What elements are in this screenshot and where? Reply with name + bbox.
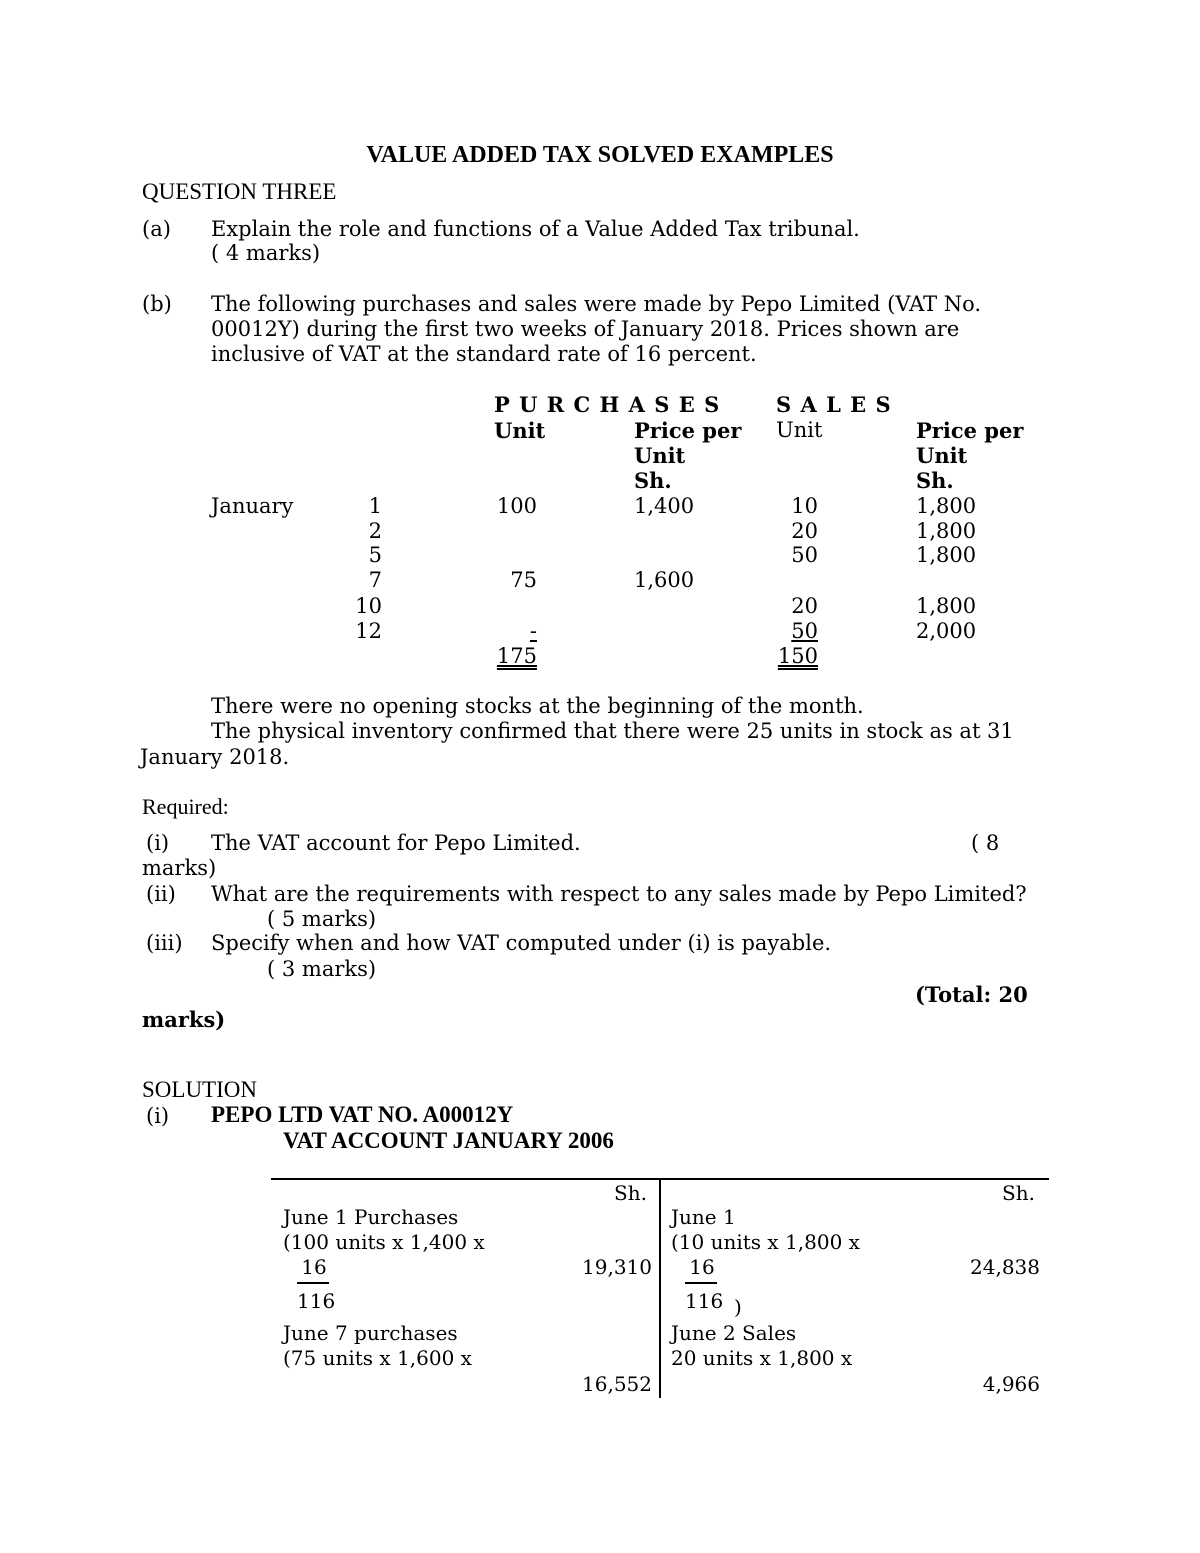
- debit-entry-label: June 7 purchases: [283, 1321, 458, 1345]
- debit-amount: 16,552: [582, 1372, 652, 1396]
- fraction-denominator: 116: [685, 1289, 724, 1313]
- account-title: VAT ACCOUNT JANUARY 2006: [283, 1128, 614, 1153]
- table-cell-s-units: 50: [791, 543, 818, 567]
- credit-amount: 4,966: [982, 1372, 1040, 1396]
- credit-entry-detail: 20 units x 1,800 x: [671, 1346, 853, 1370]
- table-cell-day: 12: [355, 619, 382, 643]
- purchases-unit-header: Unit: [494, 418, 546, 443]
- required-marks: ( 8: [971, 831, 1000, 855]
- account-divider: [659, 1178, 661, 1398]
- table-cell-s-price: 1,800: [916, 543, 977, 567]
- part-b-line: The following purchases and sales were made by Pepo Limited (VAT No.: [211, 292, 982, 316]
- currency-left: Sh.: [614, 1181, 647, 1205]
- required-marks: ( 3 marks): [267, 957, 377, 981]
- credit-entry-detail: (10 units x 1,800 x: [671, 1230, 860, 1254]
- sales-price-header: Sh.: [916, 468, 954, 493]
- total-marks: (Total: 20: [915, 982, 1028, 1007]
- part-b-label: (b): [142, 292, 172, 316]
- page-title: VALUE ADDED TAX SOLVED EXAMPLES: [366, 142, 834, 168]
- debit-entry-label: June 1 Purchases: [283, 1205, 459, 1229]
- part-a-text: Explain the role and functions of a Value Added Tax tribunal.: [211, 217, 860, 241]
- part-b-line: 00012Y) during the first two weeks of January 2018. Prices shown are: [211, 317, 960, 341]
- sales-price-header: Unit: [916, 443, 968, 468]
- solution-heading: SOLUTION: [142, 1077, 257, 1102]
- table-cell-day: 2: [368, 519, 382, 543]
- table-cell-s-price: 1,800: [916, 494, 977, 518]
- required-heading: Required:: [142, 794, 229, 819]
- purchases-heading: P U R C H A S E S: [494, 392, 721, 417]
- fraction-denominator: 116: [297, 1289, 336, 1313]
- table-cell-p-units: 75: [510, 568, 537, 592]
- table-cell-p-units: -: [529, 619, 537, 643]
- question-heading: QUESTION THREE: [142, 179, 337, 204]
- sales-heading: S A L E S: [776, 392, 892, 417]
- credit-amount: 24,838: [970, 1255, 1040, 1279]
- total-sales: 150: [777, 644, 818, 668]
- debit-entry-detail: (75 units x 1,600 x: [283, 1346, 472, 1370]
- purchases-price-header: Sh.: [634, 468, 672, 493]
- table-cell-day: 5: [368, 543, 382, 567]
- fraction-numerator: 16: [689, 1255, 715, 1279]
- table-cell-day: 1: [368, 494, 382, 518]
- required-marks: ( 5 marks): [267, 907, 377, 931]
- required-text: What are the requirements with respect to any sales made by Pepo Limited?: [211, 882, 1027, 906]
- required-text: Specify when and how VAT computed under (i) is payable.: [211, 931, 832, 955]
- table-cell-s-units: 20: [791, 519, 818, 543]
- credit-entry-label: June 2 Sales: [671, 1321, 797, 1345]
- fraction-bar: [297, 1282, 329, 1284]
- note-line: January 2018.: [140, 745, 290, 769]
- table-cell-s-units: 20: [791, 594, 818, 618]
- total-purchases: 175: [496, 644, 537, 668]
- table-cell-s-price: 1,800: [916, 594, 977, 618]
- table-cell-s-units: 10: [791, 494, 818, 518]
- required-label: (i): [146, 831, 170, 855]
- purchases-price-header: Unit: [634, 443, 686, 468]
- solution-label: (i): [146, 1104, 170, 1128]
- table-cell-s-price: 2,000: [916, 619, 977, 643]
- part-a-label: (a): [142, 217, 171, 241]
- note-line: There were no opening stocks at the beginning of the month.: [211, 694, 864, 718]
- table-cell-p-price: 1,600: [634, 568, 695, 592]
- total-marks: marks): [142, 1007, 226, 1032]
- table-cell-day: 10: [355, 594, 382, 618]
- company-title: PEPO LTD VAT NO. A00012Y: [211, 1102, 514, 1127]
- part-a-marks: ( 4 marks): [211, 241, 321, 265]
- required-label: (ii): [146, 882, 176, 906]
- table-cell-s-units: 50: [791, 619, 818, 643]
- month-label: January: [211, 494, 294, 518]
- fraction-bar: [685, 1282, 717, 1284]
- sales-price-header: Price per: [916, 418, 1024, 443]
- part-b-line: inclusive of VAT at the standard rate of 16 percent.: [211, 342, 757, 366]
- credit-entry-label: June 1: [671, 1205, 736, 1229]
- debit-amount: 19,310: [582, 1255, 652, 1279]
- debit-entry-detail: (100 units x 1,400 x: [283, 1230, 485, 1254]
- purchases-price-header: Price per: [634, 418, 742, 443]
- required-label: (iii): [146, 931, 183, 955]
- fraction-numerator: 16: [301, 1255, 327, 1279]
- table-cell-p-price: 1,400: [634, 494, 695, 518]
- table-cell-day: 7: [368, 568, 382, 592]
- table-cell-s-price: 1,800: [916, 519, 977, 543]
- required-marks: marks): [142, 856, 217, 880]
- sales-unit-header: Unit: [776, 418, 823, 442]
- note-line: The physical inventory confirmed that there were 25 units in stock as at 31: [211, 719, 1014, 743]
- currency-right: Sh.: [1002, 1181, 1035, 1205]
- closing-paren: ): [734, 1295, 742, 1319]
- required-text: The VAT account for Pepo Limited.: [211, 831, 581, 855]
- table-cell-p-units: 100: [496, 494, 537, 518]
